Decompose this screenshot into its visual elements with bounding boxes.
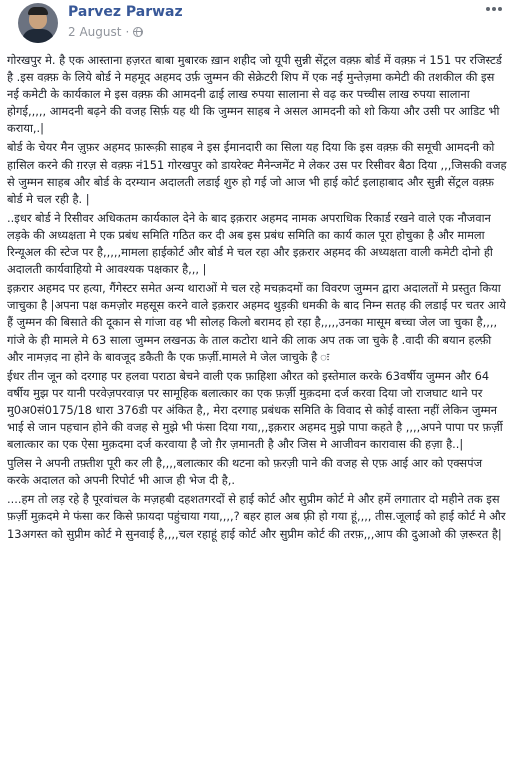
post-paragraph: पुलिस ने अपनी तफ़्तीश पूरी कर ली है,,,,बलात्कार की थटना को फ़रज़ी पाने की वजह से एफ़ आई आर को एक्सपंज करके अदालत को अपनी रिपोर्ट भी आज ही भेज दी है,. — [7, 456, 483, 488]
post-paragraph: इक़रार अहमद पर हत्या, गैंगेस्टर समेत अन्य थाराओं मे चल रहे मचक़दमों का विवरण जुम्मन द्वारा अदालतों मे प्रस्तुत किया जाचुका है |अपना पक्ष कमज़ोर महसूस करने वाले इक़रार अहमद थुड़की धमकी के बाद निम्न सतह की लडाई पर चतर आये हैं जुम्मन की बिसाते की दूकान से गांजा वह भी सोलह किलो बरामद हो रहा है,,,,,उनका मासूम बच्चा जेल जा चुका है,,,, गांजे के ही मामले मे 63 साला जुम्मन लखनऊ के ताल कटोरा थाने की लाक अप तक जा चुके है .वादी की बयान हल्फ़ी और नामज़द ना होने के बावजूद डकैती कै एक फ़र्ज़ी.मामले मे जेल जाचुके है ः — [7, 281, 506, 364]
post-paragraph: ईधर तीन जून को दरगाह पर हलवा पराठा बेचने वाली एक फ़ाहिशा औरत को इस्तेमाल करके 63वर्षीय जुम्मन और 64 वर्षीय मुझ पर यानी परवेज़परवाज़ पर सामूहिक बलात्कार का एक फ़र्ज़ी मुक़दमा दर्ज करवा दिया जो राजघाट थाने पर मु0अ0सं0175/18 धारा 376डी पर अंकित है,, मेरा दरगाह प्रबंधक समिति के विवाद से कोई वास्ता नहीं लेकिन जुम्मन भाई से जान पहचान होने की वजह से मुझे भी फंसा दिया गया,,,इक़रार अहमद मुझे पापा कहते है ,,,,अपने पापा पर फ़र्ज़ी बलात्कार का एक ऐसा मुक़दमा दर्ज करवाया है जो ग़ैर ज़मानती है और जिस मे आजीवन कारावास की हज़ा है..| — [7, 368, 503, 452]
post-paragraph: बोर्ड के चेयर मैन ज़ुफ़र अहमद फ़ारूक़ी साहब ने इस ईमानदारी का सिला यह दिया कि इस वक़्फ़ की समूची आमदनी को हासिल करने की ग़रज़ से वक़्फ़ नं151 गोरखपुर को डायरेक्ट मैनेन्जमेंट मे लेकर उस पर रिसीवर बैठा दिया ,,,जिसकी वजह से जुम्मन साहब और बोर्ड के दरम्यान अदालती लडाई शुरु हो गई जो आज भी हाई कोर्ट इलाहाबाद और सुन्नी सेंट्रल वक़्फ़ बोर्ड मे चल रही है. | — [7, 140, 507, 206]
avatar[interactable] — [18, 3, 58, 43]
post-header — [18, 3, 508, 43]
more-options-icon[interactable] — [486, 7, 502, 15]
post-paragraph: ....हम तो लड़ रहे है पूरवांचल के मज़हबी दहशतगरदों से हाई कोर्ट और सुप्रीम कोर्ट मे और हमें लगातार दो महीने तक इस फ़र्ज़ी मुक़दमे मे फंसा कर किसे फ़ायदा पहुंचाया गया,,,,? बहर हाल अब फ़्री हो गया हूं,,,, तीस.जूलाई को हाई कोर्ट मे और 13अगस्त को सुप्रीम कोर्ट मे सुनवाई है,,,,चल रहाहूं हाई कोर्ट और सुप्रीम कोर्ट की तरफ़,,,आप की दुआओ की ज़रूरत है| — [7, 492, 506, 541]
author-name[interactable]: Parvez Parwaz — [68, 4, 183, 20]
globe-icon[interactable] — [133, 27, 143, 37]
post-date[interactable]: 2 August — [68, 25, 122, 39]
post-body — [7, 52, 507, 543]
post-paragraph: ..इधर बोर्ड ने रिसीवर अधिकतम कार्यकाल देने के बाद इक़रार अहमद नामक अपराधिक रिकार्ड रखने वाले एक नौजवान लड़के की अध्यक्षता मे एक प्रबंध समिति गठित कर दी अब इस प्रबंध समिति का कार्य काल पूरा होचुका है और मामला रिन्यूअल की स्टेज पर है,,,,,मामला हाईकोर्ट और बोर्ड मे चल रहा और इक़रार अहमद की अध्यक्षता वाली कमेटी दोनो ही अदालती कार्यवाहियो मे आवश्यक पक्षकार है,,, | — [7, 210, 493, 277]
post-meta: 2 August · — [68, 25, 143, 39]
post-paragraph: गोरखपुर मे. है एक आस्ताना हज़रत बाबा मुबारक ख़ान शहीद जो यूपी सुन्नी सेंट्रल वक़्फ़ बोर्ड में वक़्फ़ नं 151 पर रजिस्टर्ड है .इस वक़्फ़ के लिये बोर्ड ने महमूद अहमद उर्फ़ जुम्मन की सेक्रेटरी शिप में एक नई मुन्तेज़मा कमेटी की तशकील की इस नई कमेटी के कार्यकाल मे इस वक़्फ़ की आमदनी ढाई लाख रुपया सालाना से वढ़ कर पच्चीस लाख रुपया सालाना होगई,,,,, आमदनी बढ़ने की वजह सिर्फ़ यह थी कि जुम्मन साहब ने असल आमदनी को शो किया और उसी पर आडिट भी कराया,.| — [7, 53, 502, 136]
